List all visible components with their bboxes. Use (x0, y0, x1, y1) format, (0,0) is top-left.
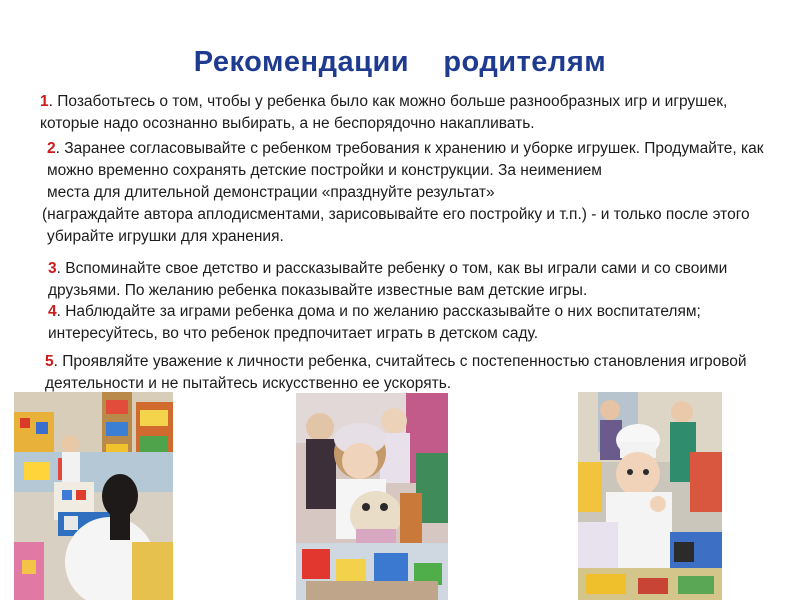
recommendation-1 (40, 91, 780, 135)
item-text-line: интересуйтесь, во что ребенок предпочитает играть в детском саду. (48, 325, 539, 342)
item-text-line: . Вспоминайте свое детство и рассказывайте ребенку о том, как вы играли сами и со своими (56, 260, 728, 277)
recommendation-2 (42, 138, 787, 248)
classroom-photo-boy-chef (578, 392, 722, 600)
item-text-line: друзьями. По желанию ребенка показывайте известные вам детские игры. (48, 282, 588, 299)
slide-title: Рекомендации родителям (193, 46, 607, 78)
item-text-line: которые надо осознанно выбирать, а не беспорядочно накапливать. (40, 115, 535, 132)
recommendation-4 (48, 301, 788, 345)
item-text-line: можно временно сохранять детские постройки и конструкции. За неимением (47, 162, 602, 179)
item-text-line: (награждайте автора аплодисментами, зарисовывайте его постройку и т.п.) - и только после этого (42, 206, 750, 223)
item-number: 3 (48, 260, 57, 277)
item-number: 1 (40, 93, 49, 110)
item-text-line: места для длительной демонстрации «празднуйте результат» (47, 184, 495, 201)
item-number: 2 (47, 140, 56, 157)
recommendation-3 (48, 258, 788, 302)
recommendation-5 (45, 351, 785, 395)
item-number: 5 (45, 353, 54, 370)
item-text-line: убирайте игрушки для хранения. (47, 228, 284, 245)
item-text-line: деятельности и не пытайтесь искусственно ее ускорять. (45, 375, 452, 392)
item-text-line: . Заранее согласовывайте с ребенком требования к хранению и уборке игрушек. Продумайте, как (55, 140, 764, 157)
item-text-line: . Позаботьтесь о том, чтобы у ребенка было как можно больше разнообразных игр и игрушек, (48, 93, 728, 110)
item-text-line: . Проявляйте уважение к личности ребенка, считайтесь с постепенностью становления игровой (53, 353, 747, 370)
item-text-line: . Наблюдайте за играми ребенка дома и по желанию рассказывайте о них воспитателям; (56, 303, 701, 320)
item-number: 4 (48, 303, 57, 320)
classroom-photo-teacher (14, 392, 173, 600)
classroom-photo-girl-with-toy (296, 393, 448, 600)
